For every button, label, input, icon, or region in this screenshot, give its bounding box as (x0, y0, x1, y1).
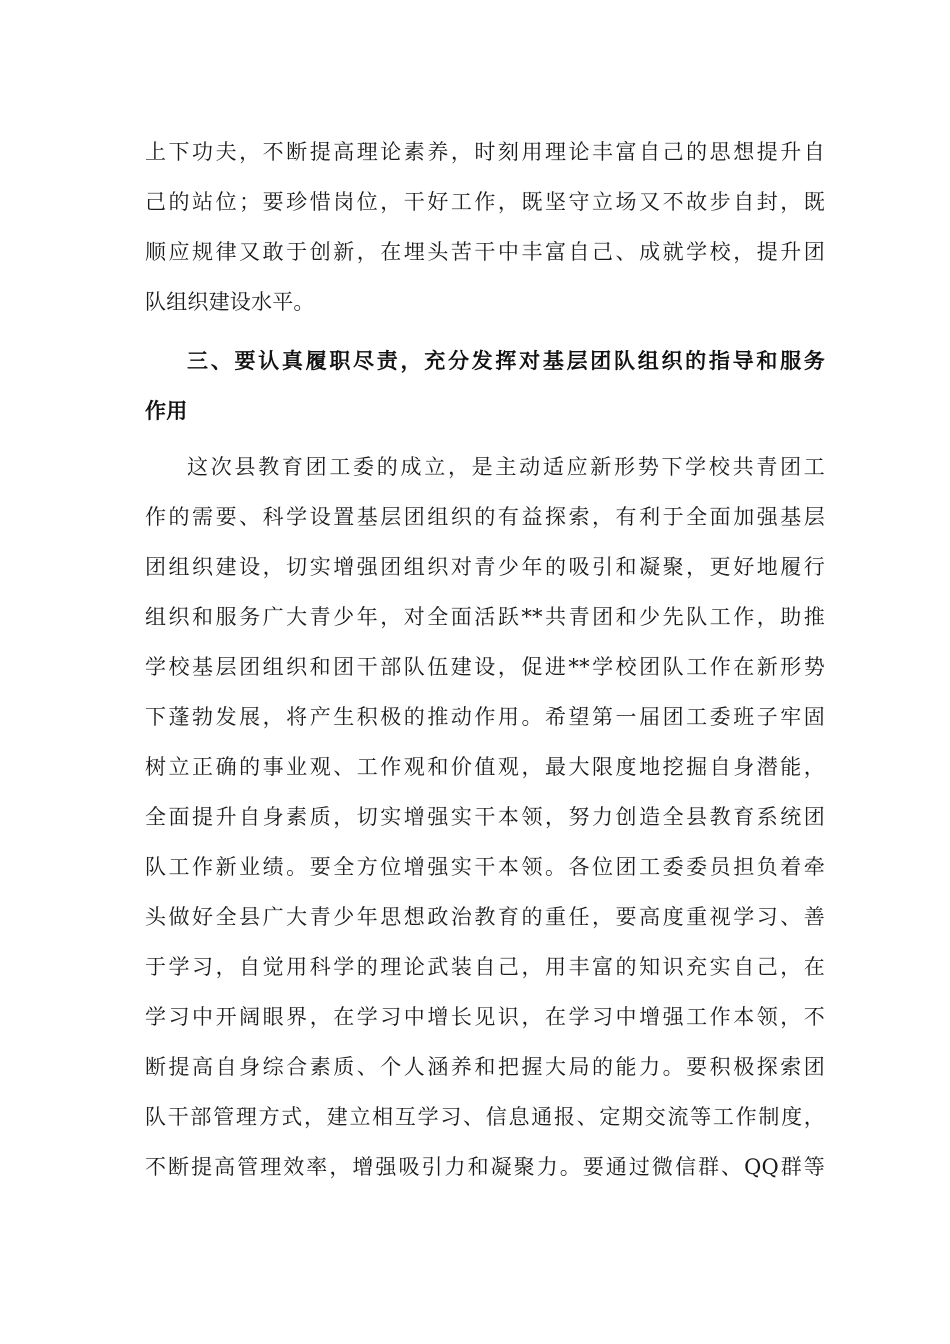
text-line: 顺应规律又敢于创新，在埋头苦干中丰富自己、成就学校，提升团 (145, 240, 825, 264)
text-line: 己的站位；要珍惜岗位，干好工作，既坚守立场又不故步自封，既 (145, 190, 825, 214)
text-line: 团组织建设，切实增强团组织对青少年的吸引和凝聚，更好地履行 (145, 555, 825, 579)
text-line: 不断提高管理效率，增强吸引力和凝聚力。要通过微信群、QQ群等 (145, 1155, 825, 1179)
text-line: 学习中开阔眼界，在学习中增长见识，在学习中增强工作本领，不 (145, 1005, 825, 1029)
text-line: 头做好全县广大青少年思想政治教育的重任，要高度重视学习、善 (145, 905, 825, 929)
heading-line: 作用 (145, 399, 188, 423)
text-line: 树立正确的事业观、工作观和价值观，最大限度地挖掘自身潜能， (145, 755, 825, 779)
text-line: 断提高自身综合素质、个人涵养和把握大局的能力。要积极探索团 (145, 1055, 825, 1079)
text-line: 下蓬勃发展，将产生积极的推动作用。希望第一届团工委班子牢固 (145, 705, 825, 729)
text-line: 全面提升自身素质，切实增强实干本领，努力创造全县教育系统团 (145, 805, 825, 829)
text-line: 于学习，自觉用科学的理论武装自己，用丰富的知识充实自己，在 (145, 955, 825, 979)
text-line: 上下功夫，不断提高理论素养，时刻用理论丰富自己的思想提升自 (145, 140, 825, 164)
text-line: 队组织建设水平。 (145, 290, 315, 314)
text-line: 队干部管理方式，建立相互学习、信息通报、定期交流等工作制度， (145, 1105, 825, 1129)
text-line: 队工作新业绩。要全方位增强实干本领。各位团工委委员担负着牵 (145, 855, 825, 879)
text-line: 这次县教育团工委的成立，是主动适应新形势下学校共青团工 (187, 455, 825, 479)
text-line: 组织和服务广大青少年，对全面活跃**共青团和少先队工作，助推 (145, 605, 825, 629)
text-line: 作的需要、科学设置基层团组织的有益探索，有利于全面加强基层 (145, 505, 825, 529)
text-line: 学校基层团组织和团干部队伍建设，促进**学校团队工作在新形势 (145, 655, 825, 679)
heading-line: 三、要认真履职尽责，充分发挥对基层团队组织的指导和服务 (187, 349, 825, 373)
